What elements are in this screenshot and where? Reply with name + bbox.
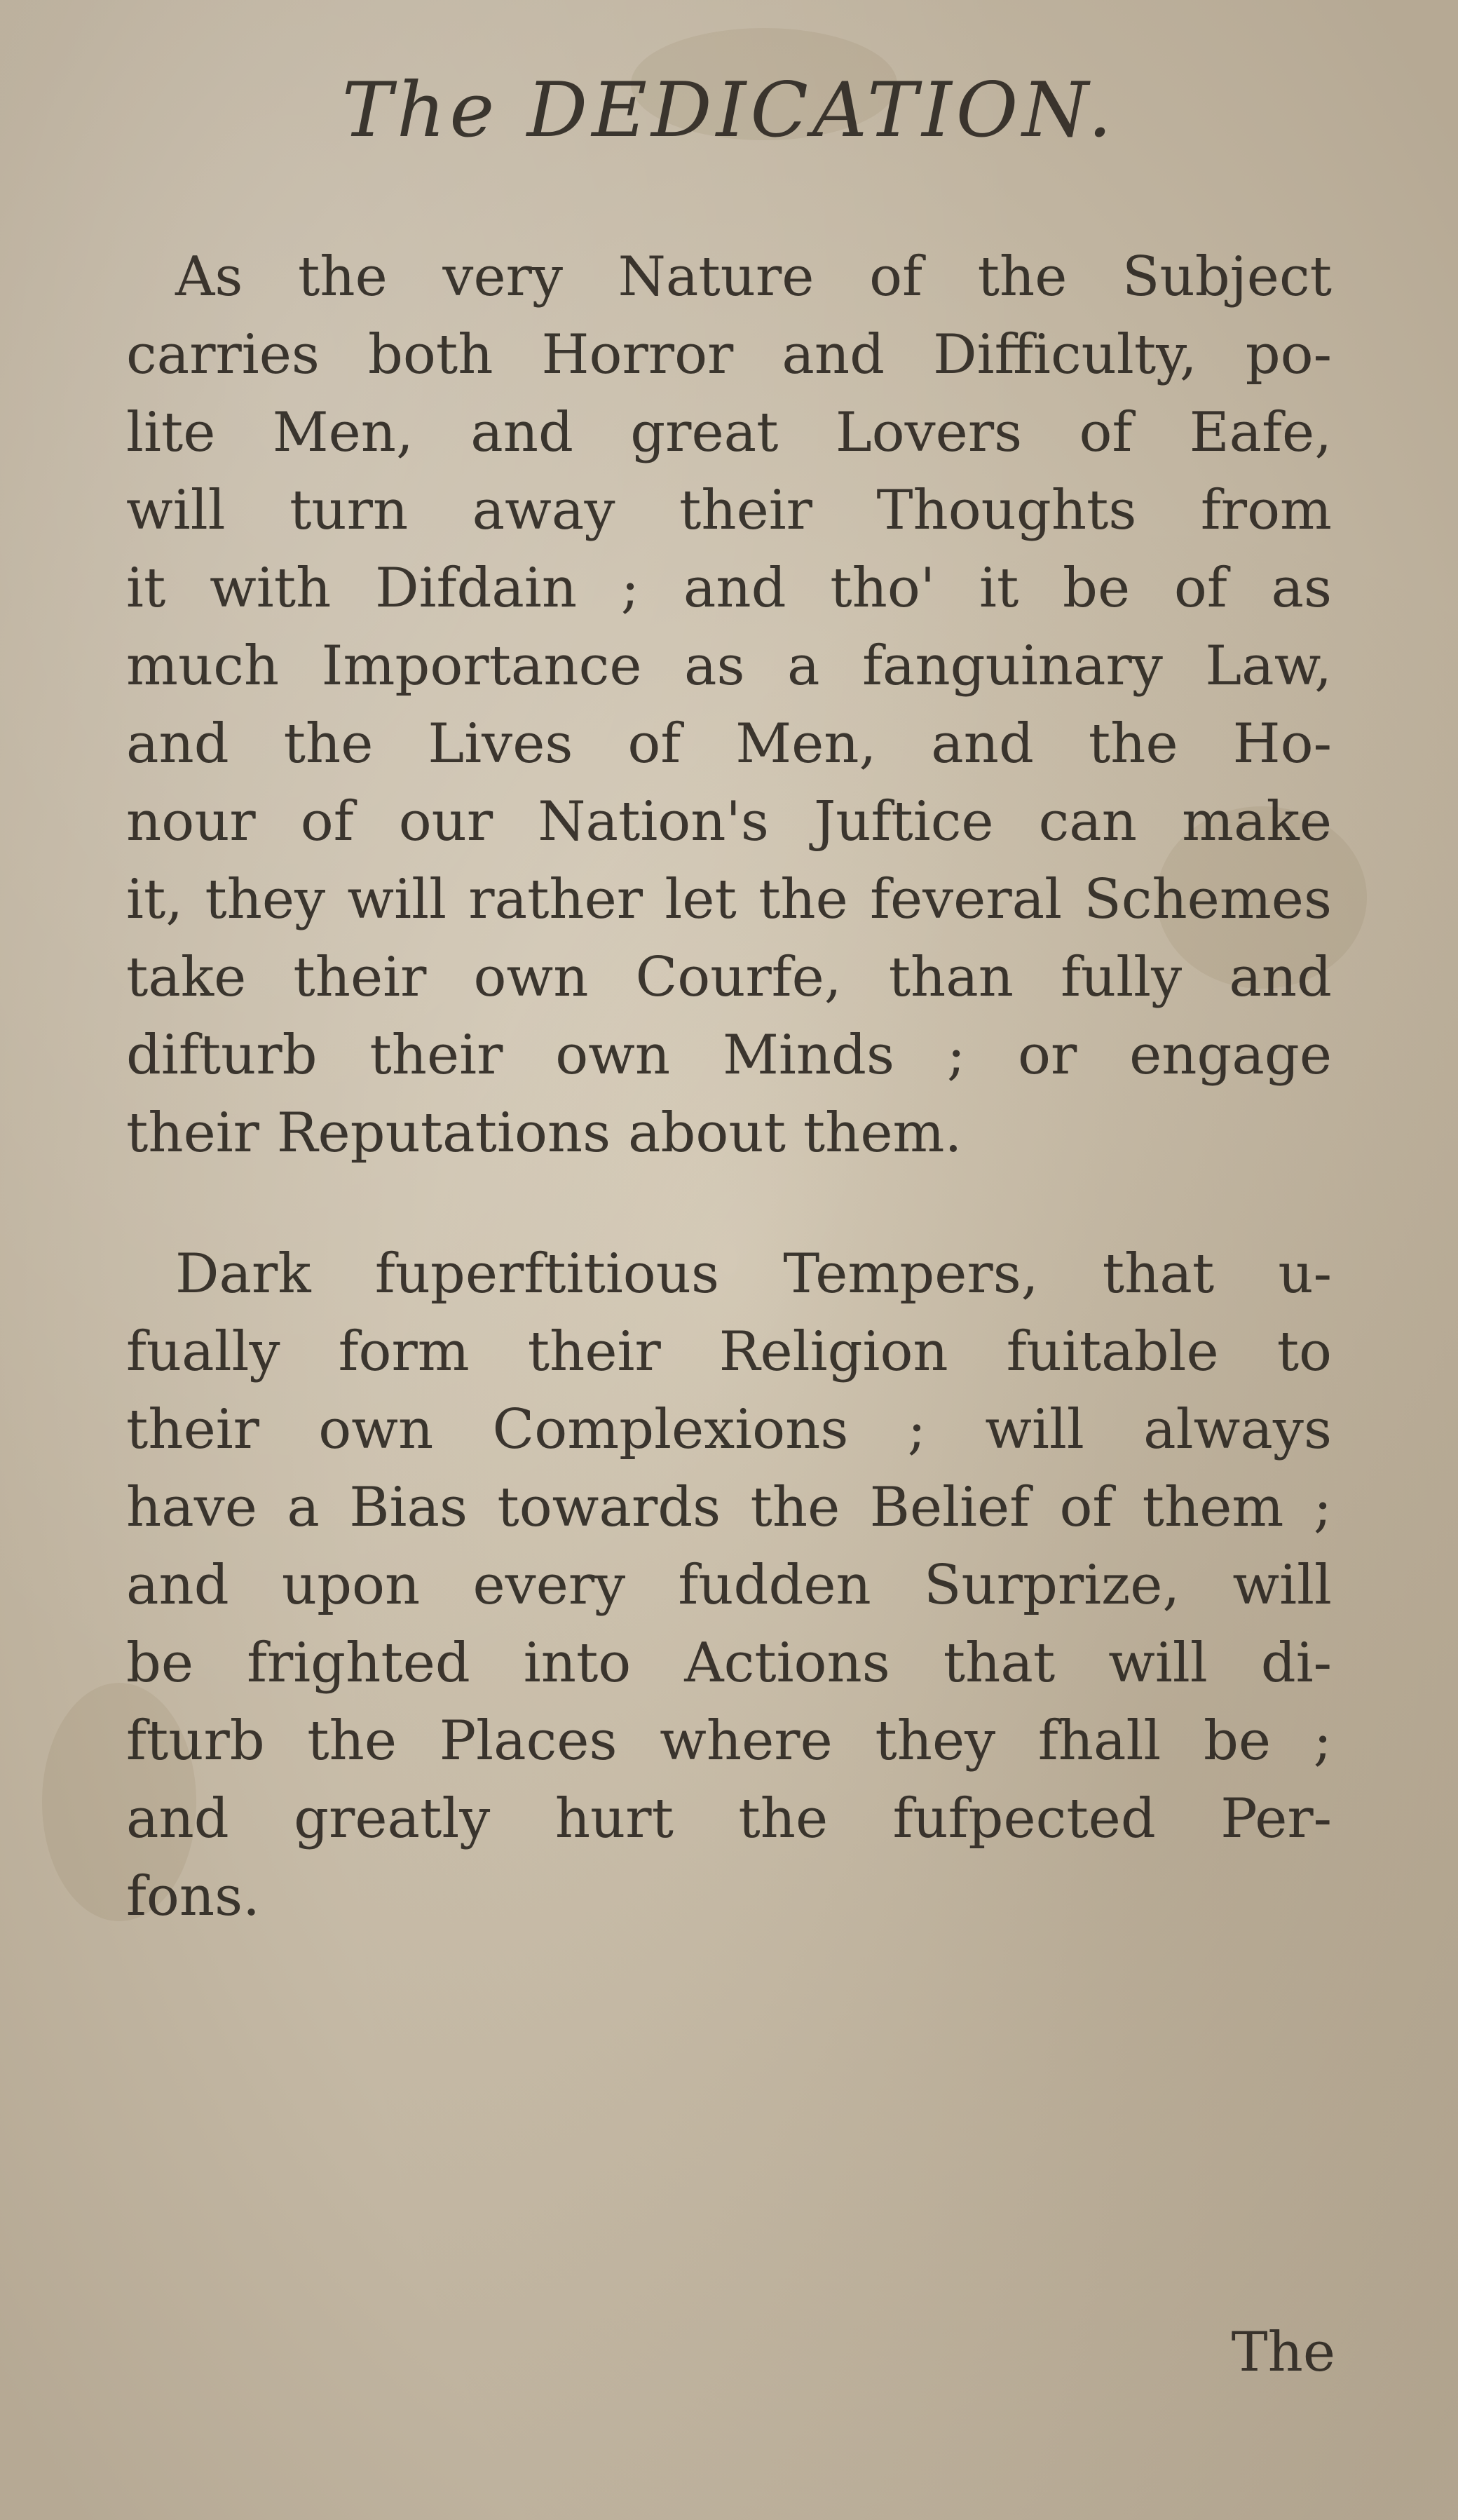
text-line: be frighted into Actions that will di-: [126, 1632, 1332, 1695]
text-line: and the Lives of Men, and the Ho-: [126, 712, 1332, 775]
paragraph-2: [126, 1235, 1332, 1936]
text-line: their own Complexions ; will always: [126, 1398, 1332, 1461]
text-line: much Importance as a fanguinary Law,: [126, 635, 1332, 698]
text-line: and upon every fudden Surprize, will: [126, 1554, 1332, 1617]
paragraph-1: [126, 238, 1332, 1172]
text-line: and greatly hurt the fufpected Per-: [126, 1787, 1332, 1850]
running-head: The DEDICATION.: [341, 67, 1117, 154]
text-line: have a Bias towards the Belief of them ;: [126, 1476, 1332, 1539]
text-line: Dark fuperftitious Tempers, that u-: [175, 1242, 1332, 1306]
text-line: nour of our Nation's Juftice can make: [126, 790, 1332, 853]
text-line: their Reputations about them.: [126, 1102, 962, 1165]
text-line: carries both Horror and Difficulty, po-: [126, 323, 1332, 386]
text-line: take their own Courfe, than fully and: [126, 946, 1332, 1009]
text-line: it, they will rather let the feveral Schemes: [126, 868, 1332, 931]
text-line: As the very Nature of the Subject: [175, 245, 1332, 309]
text-line: will turn away their Thoughts from: [126, 479, 1332, 542]
text-line: lite Men, and great Lovers of Eafe,: [126, 401, 1332, 464]
text-line: it with Difdain ; and tho' it be of as: [126, 557, 1332, 620]
text-line: fturb the Places where they fhall be ;: [126, 1709, 1332, 1773]
body-text: [126, 238, 1332, 1999]
text-line: difturb their own Minds ; or engage: [126, 1024, 1332, 1087]
text-line: fually form their Religion fuitable to: [126, 1320, 1332, 1383]
text-line: fons.: [126, 1865, 260, 1928]
catchword: The: [1231, 2321, 1335, 2384]
